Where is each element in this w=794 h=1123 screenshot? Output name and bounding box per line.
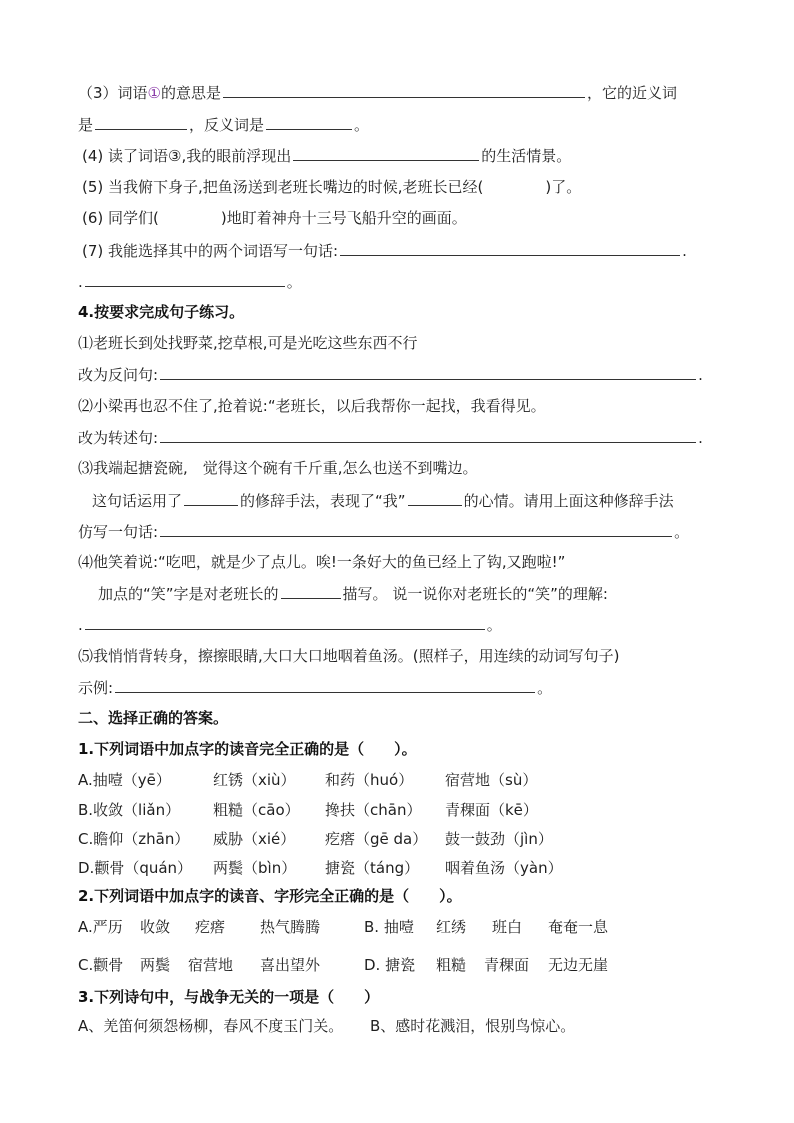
sec2-q1-title: 1.下列词语中加点字的读音完全正确的是（ ）。 xyxy=(78,740,417,758)
q4-s1-answer-line xyxy=(78,364,703,385)
q1-row-a-1[interactable]: A.抽噎（yē） xyxy=(78,771,171,789)
q4-s4-answer-line xyxy=(78,614,502,635)
q2-option-d-3: 青稞面 xyxy=(484,956,530,974)
q3-item5-line xyxy=(82,177,581,197)
q1-row-d-1[interactable]: D.颧骨（quán） xyxy=(78,859,193,877)
q2-option-a-2: 收敛 xyxy=(140,918,171,936)
q4-s3-imitate-line xyxy=(78,521,689,542)
q1-row-d-4: 咽着鱼汤（yàn） xyxy=(445,859,563,877)
item6-suffix: )地盯着神舟十三号飞船升空的画面。 xyxy=(220,209,467,227)
item7-blank-1[interactable] xyxy=(340,240,680,256)
item3-meaning-blank[interactable] xyxy=(223,82,585,98)
sec2-q2-title: 2.下列词语中加点字的读音、字形完全正确的是（ ）。 xyxy=(78,887,462,905)
s3-text-a: 这句话运用了 xyxy=(92,492,183,510)
section2-heading: 二、选择正确的答案。 xyxy=(78,709,229,727)
s3-mood-blank[interactable] xyxy=(408,490,462,506)
item7-dot: . xyxy=(682,242,687,260)
q3-item7-line2 xyxy=(78,271,302,292)
s3-imitate-blank[interactable] xyxy=(160,521,672,537)
q1-row-d-2: 两鬓（bìn） xyxy=(213,859,297,877)
s1-answer-blank[interactable] xyxy=(160,364,696,380)
q1-row-c-4: 鼓一鼓劲（jìn） xyxy=(445,830,553,848)
q2-option-b-3: 班白 xyxy=(492,918,523,936)
s5-answer-blank[interactable] xyxy=(115,677,535,693)
q4-s2-answer-line xyxy=(78,427,703,448)
q3-item7-line1 xyxy=(82,240,687,261)
q3-option-b[interactable]: B、感时花溅泪，恨别鸟惊心。 xyxy=(370,1017,576,1035)
q3-item3-line1 xyxy=(78,82,677,103)
item3-antonym-label: ，反义词是 xyxy=(189,116,265,134)
item3-prefix: （3）词语 xyxy=(78,84,148,102)
item3-is-label: 是 xyxy=(78,116,94,134)
q1-row-b-2: 粗糙（cāo） xyxy=(213,801,300,819)
s3-rhetoric-blank[interactable] xyxy=(184,490,238,506)
s3-text-b: 的修辞手法，表现了“我” xyxy=(240,492,406,510)
item4-blank[interactable] xyxy=(293,145,479,161)
q2-option-b-2: 红绣 xyxy=(436,918,467,936)
item3-circle-number: ① xyxy=(147,84,161,102)
s4-text-a: 加点的“笑”字是对老班长的 xyxy=(98,585,279,603)
q2-option-d-1[interactable]: D. 搪瓷 xyxy=(364,956,416,974)
s5-end: 。 xyxy=(537,679,553,697)
q2-option-c-4: 喜出望外 xyxy=(260,956,321,974)
item7-blank-2[interactable] xyxy=(85,271,285,287)
q4-s3-question-line xyxy=(92,490,674,511)
q1-row-d-3: 搪瓷（táng） xyxy=(325,859,420,877)
q4-sentence-2: ⑵小梁再也忍不住了,抢着说:“老班长，以后我帮你一起找，我看得见。 xyxy=(78,397,546,415)
s1-prompt: 改为反问句: xyxy=(78,366,159,384)
q2-option-d-2: 粗糙 xyxy=(436,956,467,974)
s4-text-b: 描写。 说一说你对老班长的“笑”的理解: xyxy=(342,585,608,603)
q2-option-d-4: 无边无崖 xyxy=(548,956,609,974)
item3-synonym-label: ，它的近义词 xyxy=(587,84,678,102)
q2-option-b-4: 奄奄一息 xyxy=(548,918,609,936)
q1-row-c-1[interactable]: C.瞻仰（zhān） xyxy=(78,830,190,848)
s5-prompt: 示例: xyxy=(78,679,114,697)
item4-prefix: (4) 读了词语③,我的眼前浮现出 xyxy=(82,147,292,165)
s4-end: 。 xyxy=(486,616,502,634)
s4-dot: . xyxy=(78,616,83,634)
s3-imitate-end: 。 xyxy=(674,523,690,541)
q1-row-b-4: 青稞面（kē） xyxy=(445,801,538,819)
item7-prefix: (7) 我能选择其中的两个词语写一句话: xyxy=(82,242,339,260)
q1-row-b-3: 搀扶（chān） xyxy=(325,801,422,819)
item6-prefix: (6) 同学们( xyxy=(82,209,159,227)
q4-sentence-3: ⑶我端起搪瓷碗, 觉得这个碗有千斤重,怎么也送不到嘴边。 xyxy=(78,459,478,477)
q4-sentence-1: ⑴老班长到处找野菜,挖草根,可是光吃这些东西不行 xyxy=(78,334,418,352)
s2-end: . xyxy=(698,429,703,447)
q2-option-a-4: 热气腾腾 xyxy=(260,918,321,936)
q4-sentence-4: ⑷他笑着说:“吃吧，就是少了点儿。唉!一条好大的鱼已经上了钩,又跑啦!” xyxy=(78,553,566,571)
s2-prompt: 改为转述句: xyxy=(78,429,159,447)
item5-suffix: )了。 xyxy=(545,178,582,196)
q4-s5-answer-line xyxy=(78,677,552,698)
q1-row-b-1[interactable]: B.收敛（liǎn） xyxy=(78,801,181,819)
item7-dot-2: . xyxy=(78,273,83,291)
q4-s4-question-line xyxy=(98,583,608,604)
q2-option-a-3: 疙瘩 xyxy=(195,918,226,936)
q1-row-a-2: 红锈（xiù） xyxy=(213,771,296,789)
q2-option-b-1[interactable]: B. 抽噎 xyxy=(364,918,414,936)
item5-prefix: (5) 当我俯下身子,把鱼汤送到老班长嘴边的时候,老班长已经( xyxy=(82,178,484,196)
item7-period: 。 xyxy=(286,273,302,291)
q4-heading: 4.按要求完成句子练习。 xyxy=(78,303,245,321)
s3-text-c: 的心情。请用上面这种修辞手法 xyxy=(463,492,674,510)
item3-period: 。 xyxy=(354,116,370,134)
q2-option-a-1[interactable]: A.严历 xyxy=(78,918,123,936)
q2-option-c-1[interactable]: C.颧骨 xyxy=(78,956,124,974)
s2-answer-blank[interactable] xyxy=(160,427,696,443)
q2-option-c-2: 两鬓 xyxy=(140,956,171,974)
s4-answer-blank[interactable] xyxy=(85,614,485,630)
item4-suffix: 的生活情景。 xyxy=(481,147,572,165)
item3-meaning-label: 的意思是 xyxy=(161,84,222,102)
q1-row-a-3: 和药（huó） xyxy=(325,771,414,789)
s3-imitate-prompt: 仿写一句话: xyxy=(78,523,159,541)
q1-row-c-2: 威胁（xié） xyxy=(213,830,296,848)
q1-row-c-3: 疙瘩（gē da） xyxy=(325,830,428,848)
q1-row-a-4: 宿营地（sù） xyxy=(445,771,538,789)
s4-description-blank[interactable] xyxy=(281,583,341,599)
item3-synonym-blank[interactable] xyxy=(95,114,187,130)
q3-option-a[interactable]: A、羌笛何须怨杨柳，春风不度玉门关。 xyxy=(78,1017,344,1035)
q4-sentence-5: ⑸我悄悄背转身，擦擦眼睛,大口大口地咽着鱼汤。(照样子，用连续的动词写句子) xyxy=(78,647,620,665)
q3-item6-line xyxy=(82,208,467,228)
q3-item4-line xyxy=(82,145,571,166)
item3-antonym-blank[interactable] xyxy=(266,114,352,130)
q3-item3-line2 xyxy=(78,114,369,135)
sec2-q3-title: 3.下列诗句中，与战争无关的一项是（ ） xyxy=(78,988,380,1006)
q2-option-c-3: 宿营地 xyxy=(188,956,234,974)
s1-end: . xyxy=(698,366,703,384)
